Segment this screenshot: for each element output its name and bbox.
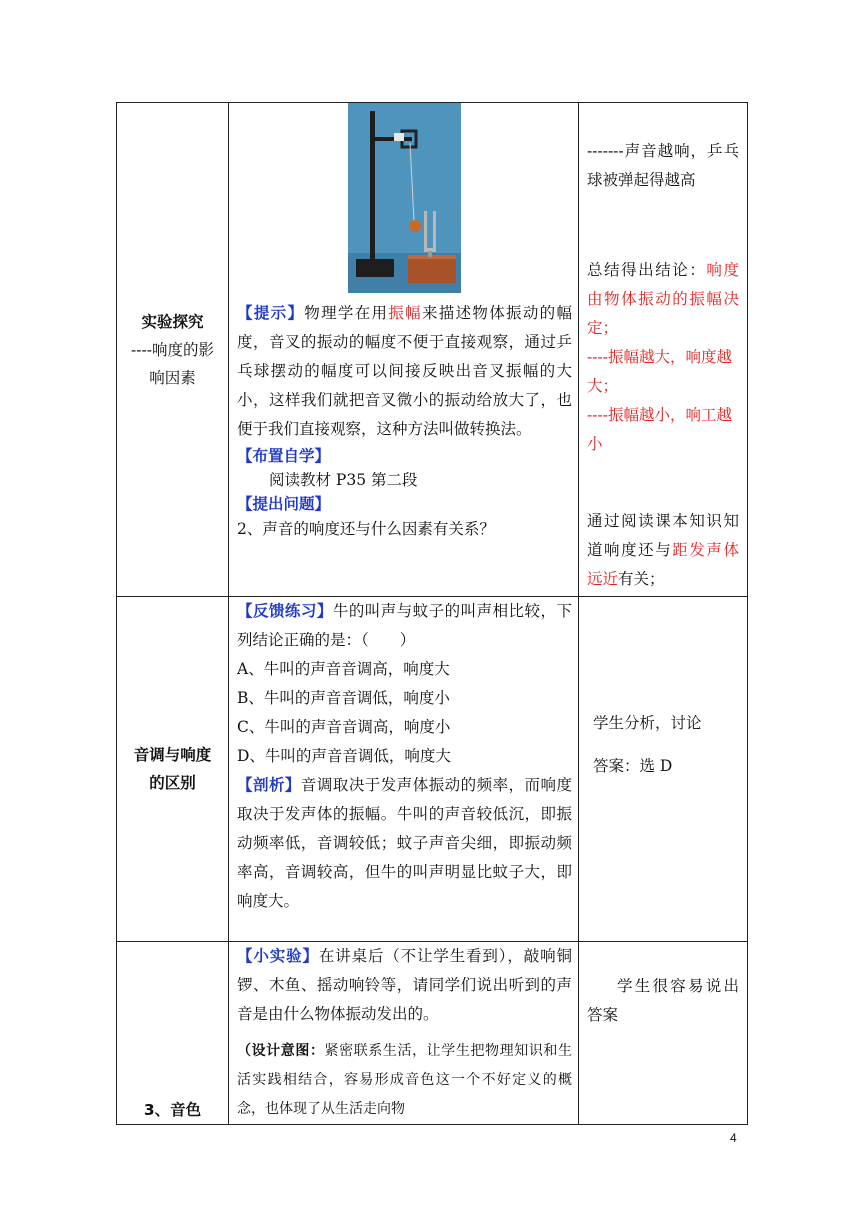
option-b: B、牛叫的声音音调低，响度小 (237, 689, 450, 707)
assign-label: 【布置自学】 (237, 447, 331, 465)
student-activity-cell (579, 103, 748, 597)
student-activity-cell (579, 597, 748, 942)
hint-text-2: 来描述物体振动的幅度，音叉的振动的幅度不便于直接观察，通过乒乓球摆动的幅度可以间接反映出音叉振幅的大小，这样我们就把音叉微小的振动给放大了，也便于我们直接观察，这种方法叫做转换法。 (237, 304, 572, 438)
student-response: 学生很容易说出答案 (587, 977, 739, 1024)
page-number: 4 (730, 1131, 737, 1145)
hint-keyword: 振幅 (388, 304, 422, 322)
tuning-fork-experiment-photo (348, 103, 461, 293)
hint-paragraph (237, 299, 572, 444)
content-cell (229, 597, 579, 942)
conclusion-text: 总结得出结论：响度由物体振动的振幅决定； (587, 261, 739, 337)
conclusion-bigger: ----振幅越大，响度越大； (587, 348, 732, 395)
section-subtitle: ----响度的影响因素 (131, 340, 214, 387)
table-row (117, 103, 748, 597)
question-label: 【提出问题】 (237, 495, 331, 513)
option-c: C、牛叫的声音音调高，响度小 (237, 718, 451, 736)
tuning-fork-illustration (348, 103, 461, 293)
option-a: A、牛叫的声音音调高，响度大 (237, 660, 450, 678)
table-row (117, 942, 748, 1125)
hint-text-1: 物理学在用 (304, 304, 389, 322)
section-cell (117, 942, 229, 1125)
section-title: 3、音色 (143, 1101, 202, 1119)
assign-text: 阅读教材 P35 第二段 (269, 471, 418, 489)
section-title: 实验探究 (141, 312, 204, 331)
section-title: 音调与响度的区别 (133, 746, 212, 792)
option-d: D、牛叫的声音音调低，响度大 (237, 747, 451, 765)
table-row (117, 597, 748, 942)
analysis-paragraph: 【剖析】音调取决于发声体振动的频率，而响度取决于发声体的振幅。牛叫的声音较低沉，即振动频率低，音调较低；蚊子声音尖细，即振动频率高，音调较高，但牛的叫声明显比蚊子大，即响度大。 (237, 776, 572, 910)
answer-text: 答案：选 D (593, 757, 673, 775)
reading-result: 通过阅读课本知识知道响度还与距发声体远近有关； (587, 512, 739, 588)
conclusion-smaller: ----振幅越小，响工越小 (587, 406, 732, 453)
student-activity-cell (579, 942, 748, 1125)
feedback-paragraph: 【反馈练习】牛的叫声与蚊子的叫声相比较，下列结论正确的是：（ ） (237, 602, 572, 649)
hint-label: 【提示】 (237, 304, 305, 322)
question-text: 2、声音的响度还与什么因素有关系？ (237, 520, 495, 538)
content-cell (229, 942, 579, 1125)
lesson-table (116, 102, 748, 1125)
section-cell (117, 597, 229, 942)
content-cell (229, 103, 579, 597)
experiment-paragraph: 【小实验】在讲桌后（不让学生看到），敲响铜锣、木鱼、摇动响铃等，请同学们说出听到的声音是由什么物体振动发出的。 (237, 947, 572, 1023)
student-discussion: 学生分析，讨论 (593, 714, 702, 732)
observation-text: -------声音越响，乒乓球被弹起得越高 (587, 142, 739, 189)
section-cell (117, 103, 229, 597)
design-paragraph: （设计意图：紧密联系生活，让学生把物理知识和生活实践相结合，容易形成音色这一个不好定义的概念，也体现了从生活走向物 (237, 1043, 573, 1117)
